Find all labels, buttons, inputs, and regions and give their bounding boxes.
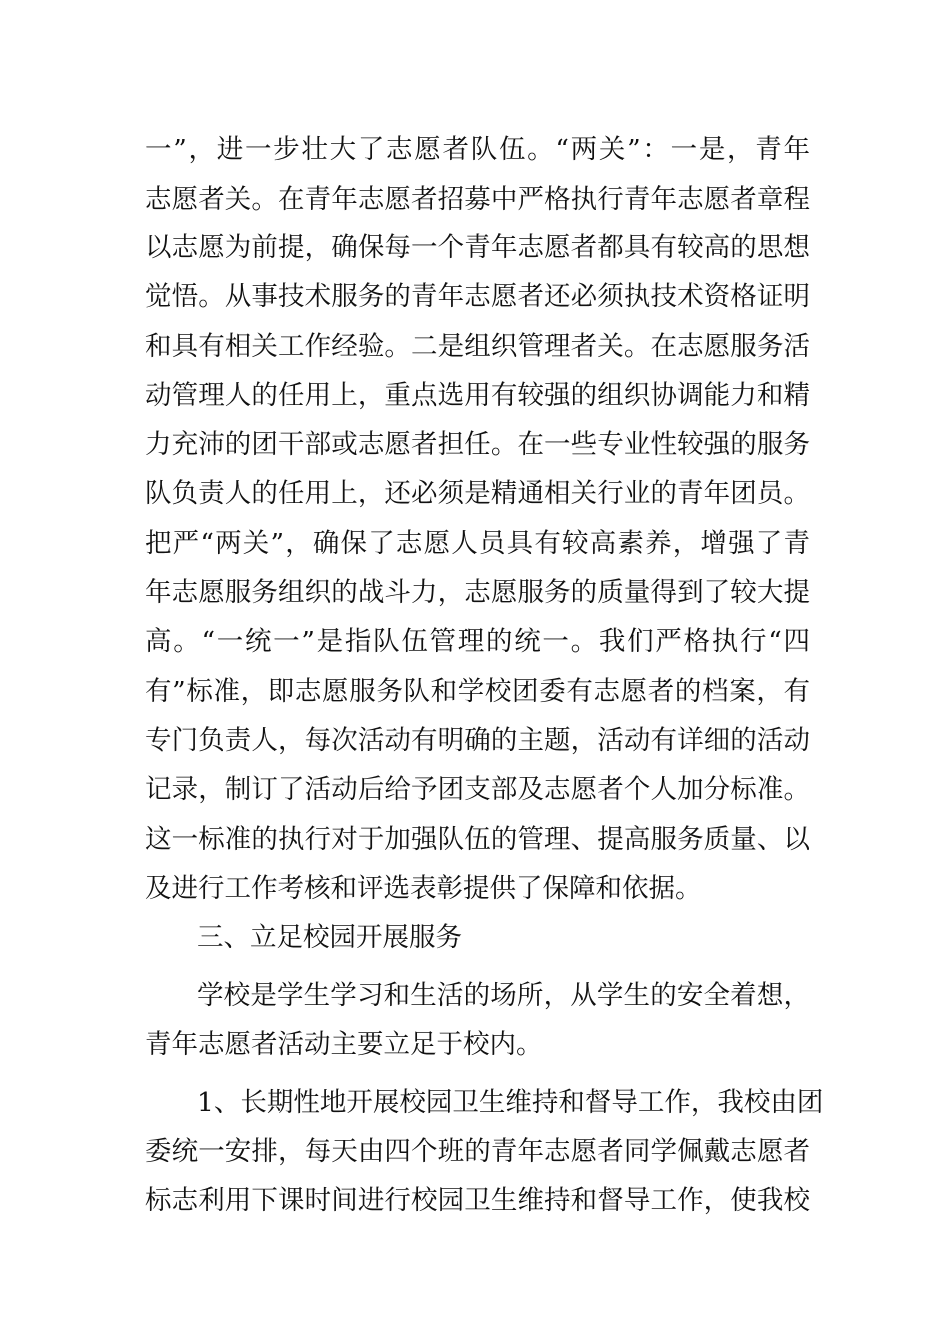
paragraph-line: 标志利用下课时间进行校园卫生维持和督导工作，使我校 <box>145 1185 810 1216</box>
paragraph-line: 和具有相关工作经验。二是组织管理者关。在志愿服务活 <box>145 331 810 362</box>
paragraph-line: 志愿者关。在青年志愿者招募中严格执行青年志愿者章程 <box>145 184 810 215</box>
paragraph-line: 有”标准，即志愿服务队和学校团委有志愿者的档案，有 <box>145 676 810 707</box>
paragraph-line: 年志愿服务组织的战斗力，志愿服务的质量得到了较大提 <box>145 577 810 608</box>
paragraph-line: 队负责人的任用上，还必须是精通相关行业的青年团员。 <box>145 478 810 509</box>
paragraph-line: 力充沛的团干部或志愿者担任。在一些专业性较强的服务 <box>145 429 810 460</box>
paragraph-line: 记录，制订了活动后给予团支部及志愿者个人加分标准。 <box>145 774 810 805</box>
paragraph-line: 高。“一统一”是指队伍管理的统一。我们严格执行“四 <box>145 626 810 657</box>
paragraph-line: 专门负责人，每次活动有明确的主题，活动有详细的活动 <box>145 725 810 756</box>
paragraph-line: 把严“两关”，确保了志愿人员具有较高素养，增强了青 <box>145 528 810 559</box>
section-heading: 三、立足校园开展服务 <box>197 922 462 953</box>
paragraph-line: 一”，进一步壮大了志愿者队伍。“两关”：一是，青年 <box>145 134 810 165</box>
paragraph-line: 动管理人的任用上，重点选用有较强的组织协调能力和精 <box>145 380 810 411</box>
paragraph-line: 青年志愿者活动主要立足于校内。 <box>145 1029 543 1060</box>
paragraph-line: 学校是学生学习和生活的场所，从学生的安全着想， <box>197 980 810 1011</box>
paragraph-line: 觉悟。从事技术服务的青年志愿者还必须执技术资格证明 <box>145 281 810 312</box>
paragraph-line: 1、长期性地开展校园卫生维持和督导工作，我校由团 <box>197 1087 824 1118</box>
paragraph-line: 委统一安排，每天由四个班的青年志愿者同学佩戴志愿者 <box>145 1136 810 1167</box>
paragraph-line: 这一标准的执行对于加强队伍的管理、提高服务质量、以 <box>145 824 810 855</box>
paragraph-line: 及进行工作考核和评选表彰提供了保障和依据。 <box>145 873 702 904</box>
paragraph-line: 以志愿为前提，确保每一个青年志愿者都具有较高的思想 <box>145 232 810 263</box>
